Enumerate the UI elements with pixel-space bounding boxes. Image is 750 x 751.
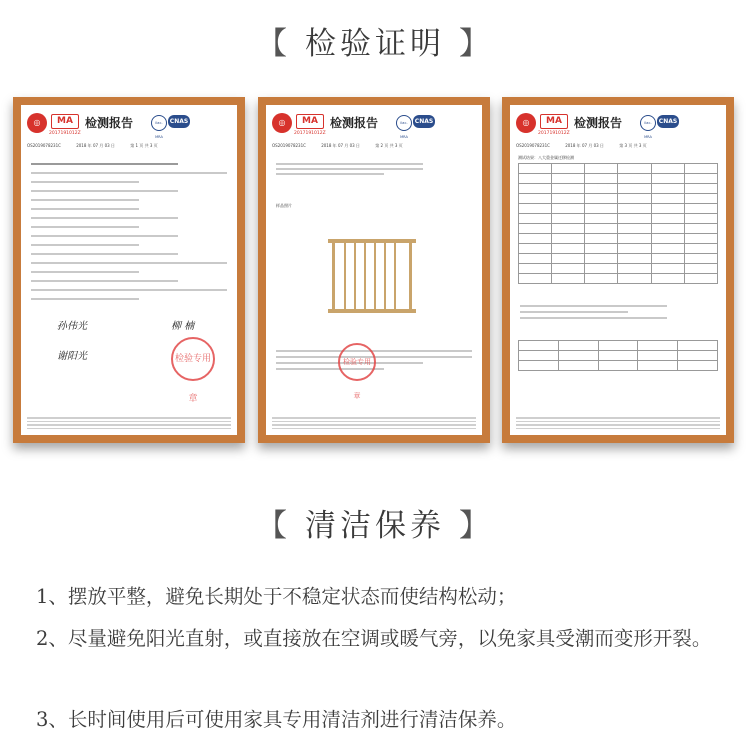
ilac-logo-icon: ilac-MRA [640, 115, 656, 131]
results-table [518, 163, 718, 284]
inspection-title-text: 检验证明 [305, 26, 445, 62]
report-title: 检测报告 [574, 116, 623, 130]
report-footer [27, 417, 231, 431]
sample-photo-label: 样品照片 [276, 203, 292, 208]
official-stamp: 检验专用章 [338, 343, 376, 381]
cnas-logo-icon: CNAS [168, 115, 190, 128]
ma-mark: MA [51, 114, 79, 129]
certificate-sheet-2 [266, 105, 482, 435]
section-title-care [0, 500, 750, 545]
ma-mark: MA [296, 114, 324, 129]
lab-logo-icon: ◎ [27, 113, 47, 133]
cnas-logo-icon: CNAS [657, 115, 679, 128]
ilac-logo-icon: ilac-MRA [396, 115, 412, 131]
report-meta [516, 143, 720, 149]
ma-number: 2017191012Z [538, 131, 570, 136]
table-notes [520, 305, 716, 323]
report-number: OS2019078231C [272, 143, 306, 148]
ma-number: 2017191012Z [294, 131, 326, 136]
signature-reviewer: 谢阳光 [57, 351, 87, 362]
ma-mark: MA [540, 114, 568, 129]
certificate-frame-3 [502, 97, 734, 443]
report-footer [272, 417, 476, 431]
report-meta [272, 143, 476, 149]
signature-approver: 柳 楠 [171, 321, 195, 332]
certificate-frame-1 [13, 97, 245, 443]
results-table-title: 测试结果：八大重金属迁移检测 [518, 155, 574, 160]
care-title-text: 清洁保养 [305, 508, 445, 544]
certificate-sheet-1 [21, 105, 237, 435]
lab-logo-icon: ◎ [516, 113, 536, 133]
bracket-right: 】 [458, 508, 494, 544]
report-page: 第 3 页 共 3 页 [619, 143, 647, 148]
care-item-3: 3、长时间使用后可使用家具专用清洁剂进行清洁保养。 [36, 708, 517, 731]
lab-logo-icon: ◎ [272, 113, 292, 133]
report-page: 第 1 页 共 3 页 [130, 143, 158, 148]
certificate-header [272, 111, 476, 141]
bracket-right: 】 [458, 26, 494, 62]
bracket-left: 【 [256, 508, 292, 544]
ma-number: 2017191012Z [49, 131, 81, 136]
report-date: 2018 年 07 月 03 日 [76, 143, 115, 148]
report-date: 2018 年 07 月 03 日 [565, 143, 604, 148]
report-number: OS2019078231C [27, 143, 61, 148]
formaldehyde-table [518, 340, 718, 371]
report-number: OS2019078231C [516, 143, 550, 148]
report-body-text [31, 163, 227, 307]
cnas-logo-icon: CNAS [413, 115, 435, 128]
certificate-header [516, 111, 720, 141]
report-notes [276, 163, 472, 182]
certificate-sheet-3 [510, 105, 726, 435]
care-item-2: 2、尽量避免阳光直射，或直接放在空调或暖气旁，以免家具受潮而变形开裂。 [36, 627, 712, 650]
certificate-frame-2 [258, 97, 490, 443]
certificate-header [27, 111, 231, 141]
report-date: 2018 年 07 月 03 日 [321, 143, 360, 148]
report-footer [516, 417, 720, 431]
signature-tester: 孙伟光 [57, 321, 87, 332]
report-page: 第 2 页 共 3 页 [375, 143, 403, 148]
bracket-left: 【 [256, 26, 292, 62]
care-item-1: 1、摆放平整，避免长期处于不稳定状态而使结构松动； [36, 585, 517, 608]
official-stamp: 检验专用章 [171, 337, 215, 381]
sample-photo-rack [328, 239, 416, 313]
report-meta [27, 143, 231, 149]
report-title: 检测报告 [85, 116, 134, 130]
section-title-inspection [0, 18, 750, 63]
report-title: 检测报告 [330, 116, 379, 130]
ilac-logo-icon: ilac-MRA [151, 115, 167, 131]
